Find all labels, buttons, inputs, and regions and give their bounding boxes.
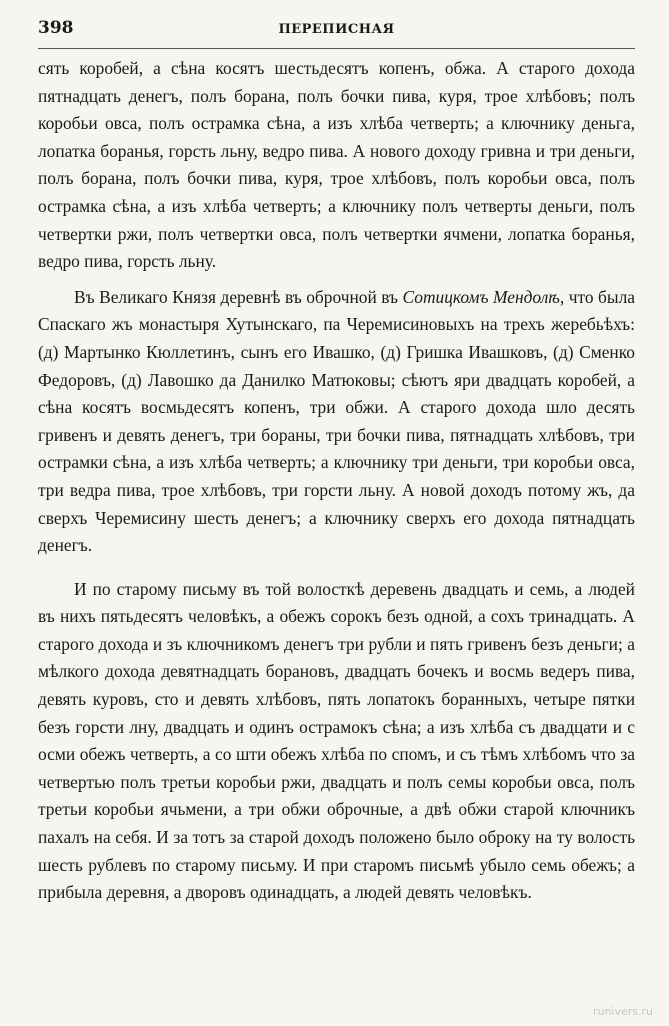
paragraph-1-text: сять коробей, а сѣна косятъ шестьдесятъ копенъ, обжа. А старого дохода пятнадцать денегъ, полъ борана, полъ бочки пива, куря, трое хлѣбовъ; полъ коробьи овса, полъ острамка сѣна, а изъ хлѣба четверть; а ключнику деньга, лопатка боранья, горсть льну, ведро пива. А нового доходу гривна и три деньги, полъ борана, полъ бочки пива, куря, трое хлѣбовъ, полъ коробьи овса, полъ острамка сѣна, а изъ хлѣба четверть; а ключнику полъ четверты деньги, полъ четвертки ржи, полъ четвертки овса, полъ четвертки ячмени, лопатка боранья, ведро пива, горсть льну. (38, 58, 635, 272)
paragraph-2 (38, 284, 635, 560)
page-body (38, 55, 635, 907)
paragraph-1 (38, 55, 635, 276)
watermark: runivers.ru (592, 1005, 653, 1018)
page-number: 398 (38, 18, 74, 38)
page-header (38, 18, 635, 49)
paragraph-3 (38, 576, 635, 907)
paragraph-3-text: И по старому письму въ той волосткѣ деревень двадцать и семь, а людей въ нихъ пятьдесятъ человѣкъ, а обежъ сорокъ безъ одной, а сохъ тринадцать. А старого дохода и зъ ключникомъ денегъ три рубли и пять гривенъ безъ деньги; а мѣлкого дохода девятнадцать борановъ, двадцать бочекъ и восмь ведеръ пива, девять куровъ, сто и девять хлѣбовъ, пять лопатокъ боранныхъ, четыре пятки безъ горсти лну, двадцать и одинъ острамокъ сѣна; а изъ хлѣба съ двадцати и с осми обежъ четверть, а со шти обежъ хлѣба по спомъ, и съ тѣмъ хлѣбомъ что за четвертью полъ третьи коробьи ржи, двадцать и полъ семы коробьи овса, полъ третьи коробьи ячьмени, а три обжи оброчные, а двѣ обжи старой ключникъ пахалъ на себя. И за тотъ за старой доходъ положено было оброку на ту волость шесть рублевъ по старому письму. И при старомъ письмѣ убыло семь обежъ; а прибыла деревня, а дворовъ одинадцать, а людей девять человѣкъ. (38, 578, 635, 903)
paragraph-2-text-a: Въ Великаго Князя деревнѣ въ оброчной въ (74, 286, 403, 307)
paragraph-2-text-b: , что была Спаскаго жъ монастыря Хутынскаго, па Черемисиновыхъ на трехъ жеребьѣхъ: (д) Мартынко Кюллетинъ, сынъ его Ивашко, (д) Гришка Ивашковъ, (д) Сменко Федоровъ, (д) Лавошко да Данилко Матюковы; сѣютъ яри двадцать коробей, а сѣна косятъ восмьдесятъ копенъ, три обжи. А старого дохода шло десять гривенъ и девять денегъ, три бораны, три бочки пива, пятнадцать хлѣбовъ, три острамки сѣна, а изъ хлѣба четверть; а ключнику три деньги, три коробьи овса, три ведра пива, трое хлѣбовъ, три горсти льну. А новой доходъ потому жъ, да сверхъ Черемисину шесть денегъ; а ключнику сверхъ его дохода пятнадцать денегъ. (38, 286, 635, 556)
running-head: ПЕРЕПИСНАЯ (278, 22, 395, 37)
place-name-sotitskom-mendole: Сотицкомъ Мендолѣ (402, 286, 560, 307)
